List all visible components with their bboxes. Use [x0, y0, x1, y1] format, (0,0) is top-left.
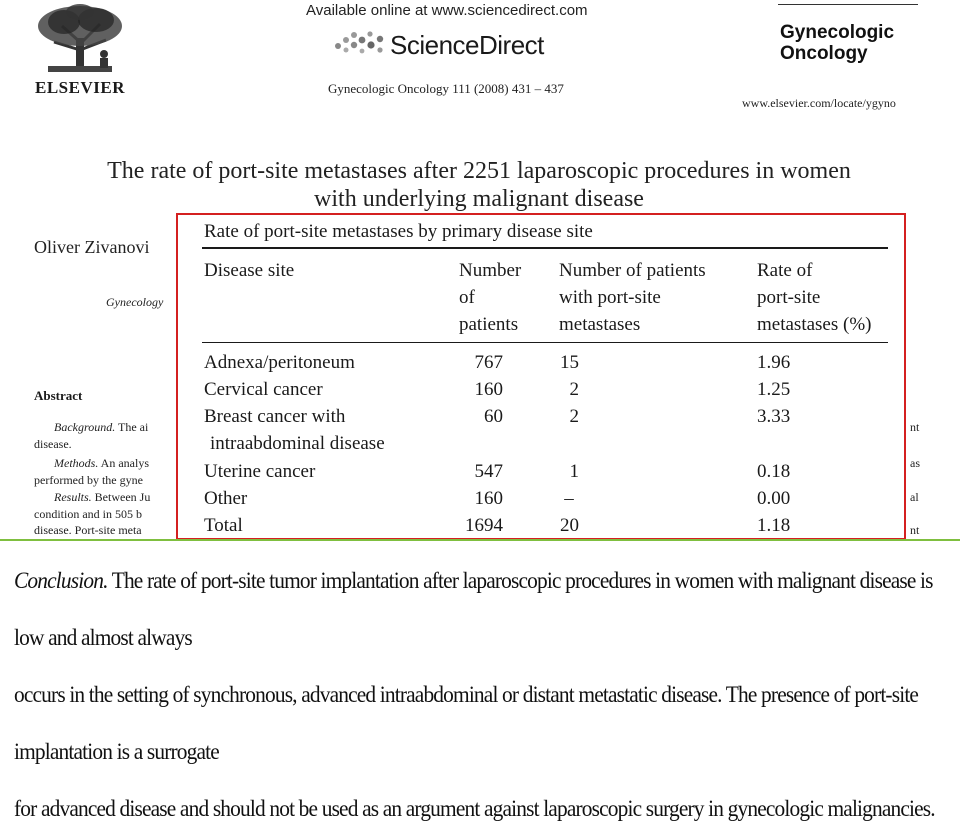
header-patients-with-metastases-1: Number of patients — [559, 260, 706, 281]
article-title-line1: The rate of port-site metastases after 2251 laparoscopic procedures in women — [107, 158, 851, 184]
row-site: Breast cancer with — [204, 406, 346, 427]
elsevier-wordmark: ELSEVIER — [35, 78, 125, 97]
sciencedirect-logo — [332, 26, 572, 66]
abstract-right-fragment: nt — [910, 523, 920, 537]
available-online-text: Available online at www.sciencedirect.com — [306, 2, 588, 19]
header-disease-site: Disease site — [204, 260, 295, 281]
port-site-metastases-table — [176, 213, 906, 540]
conclusion-label: Conclusion. — [14, 568, 108, 593]
header-patients-with-metastases-2: with port-site — [559, 287, 661, 308]
sciencedirect-wordmark: ScienceDirect — [390, 30, 544, 60]
row-patients: 160 — [474, 488, 503, 509]
header-patients-with-metastases-3: metastases — [559, 314, 641, 335]
header-number-of-patients-3: patients — [459, 314, 519, 335]
header-number-of-patients-1: Number — [459, 260, 522, 281]
row-rate-total: 1.18 — [757, 515, 791, 536]
conclusion-divider — [0, 539, 960, 541]
row-site: Uterine cancer — [204, 461, 316, 482]
journal-url[interactable]: www.elsevier.com/locate/ygyno — [742, 96, 896, 110]
row-patients: 160 — [474, 379, 503, 400]
row-rate: 1.96 — [757, 352, 791, 373]
abstract-right-fragment: nt — [910, 420, 920, 434]
elsevier-logo — [30, 4, 130, 97]
journal-name-line2: Oncology — [780, 43, 868, 64]
row-rate: 1.25 — [757, 379, 791, 400]
row-patients-total: 1694 — [465, 515, 503, 536]
table-header-rule — [202, 342, 888, 343]
row-rate: 0.00 — [757, 488, 791, 509]
header-rate-1: Rate of — [757, 260, 813, 281]
sciencedirect-dots-icon — [332, 28, 388, 58]
abstract-line: disease. Port-site meta — [34, 523, 142, 537]
row-metastases: 15 — [560, 352, 579, 373]
journal-name — [780, 22, 894, 64]
row-rate: 3.33 — [757, 406, 791, 427]
journal-name-rule — [778, 4, 918, 5]
table-top-rule — [202, 247, 888, 249]
row-site: Other — [204, 488, 248, 509]
header-number-of-patients-2: of — [459, 287, 475, 308]
row-metastases: 1 — [569, 461, 579, 482]
row-site-continued: intraabdominal disease — [210, 433, 385, 454]
abstract-line-background: Background. The ai — [54, 420, 149, 434]
conclusion-text — [14, 552, 950, 837]
abstract-right-fragment: al — [910, 490, 919, 504]
row-rate: 0.18 — [757, 461, 791, 482]
row-patients: 767 — [474, 352, 503, 373]
row-metastases: – — [564, 488, 574, 509]
article-title-line2: with underlying malignant disease — [314, 186, 644, 212]
abstract-line-methods: Methods. An analys — [54, 456, 149, 470]
row-site: Adnexa/peritoneum — [204, 352, 355, 373]
abstract-right-fragment: as — [910, 456, 920, 470]
abstract-line: performed by the gyne — [34, 473, 143, 487]
header-rate-3: metastases (%) — [757, 314, 872, 335]
abstract-heading: Abstract — [34, 388, 83, 403]
abstract-line-results: Results. Between Ju — [54, 490, 151, 504]
elsevier-tree-icon — [34, 4, 126, 76]
row-patients: 60 — [484, 406, 503, 427]
table-caption: Rate of port-site metastases by primary disease site — [204, 221, 593, 242]
row-site-total: Total — [204, 515, 243, 536]
article-affiliation: Gynecology — [106, 295, 164, 309]
row-patients: 547 — [474, 461, 503, 482]
article-title — [34, 157, 924, 213]
journal-name-line1: Gynecologic — [780, 22, 895, 43]
article-authors: Oliver Zivanovi — [34, 237, 150, 257]
row-metastases-total: 20 — [560, 515, 579, 536]
row-metastases: 2 — [569, 379, 579, 400]
header-rate-2: port-site — [757, 287, 821, 308]
row-site: Cervical cancer — [204, 379, 323, 400]
row-metastases: 2 — [569, 406, 579, 427]
abstract-line: condition and in 505 b — [34, 507, 142, 521]
conclusion-line1: Conclusion. The rate of port-site tumor implantation after laparoscopic procedures in women with malignant disease is low and almost always — [14, 568, 933, 650]
conclusion-line3: for advanced disease and should not be used as an argument against laparoscopic surgery in gynecologic malignancies. — [14, 796, 935, 821]
abstract-line: disease. — [34, 437, 72, 451]
conclusion-line2: occurs in the setting of synchronous, advanced intraabdominal or distant metastatic disease. The presence of port-site implantation is a surrogate — [14, 682, 919, 764]
journal-citation: Gynecologic Oncology 111 (2008) 431 – 437 — [328, 81, 564, 96]
